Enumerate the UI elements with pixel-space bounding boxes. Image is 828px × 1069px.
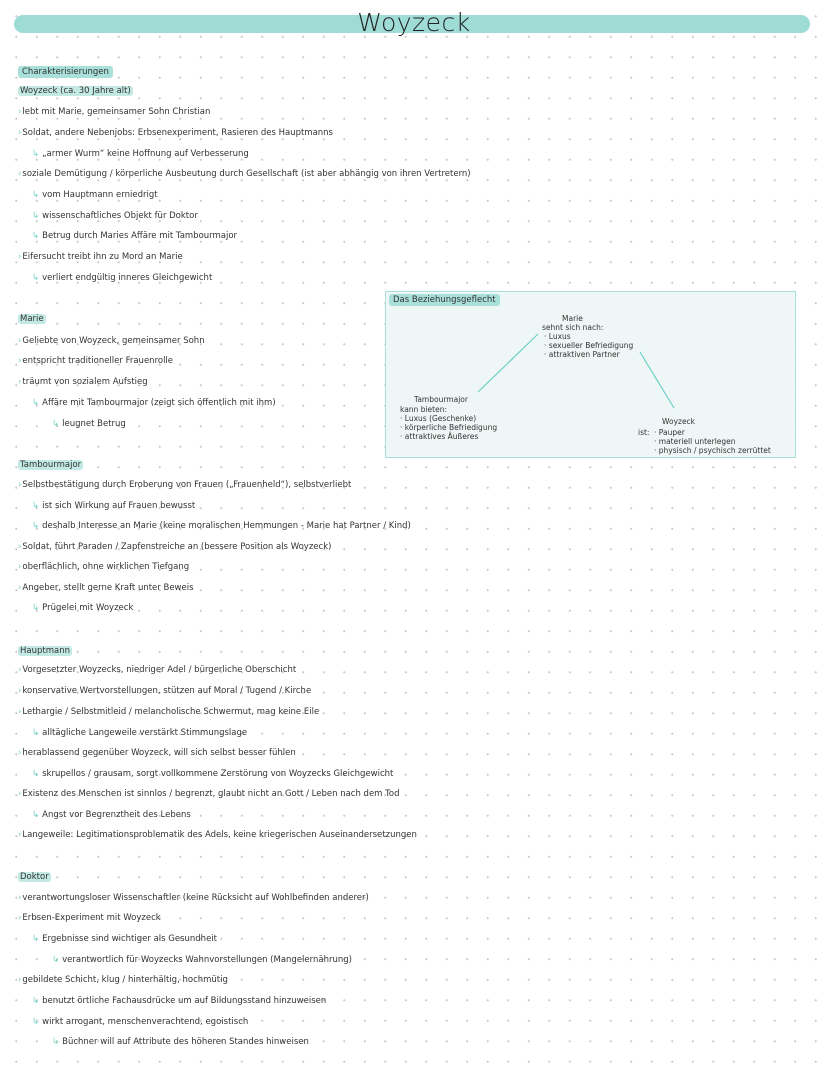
diagram-marie-item-3: · attraktiven Partner	[544, 350, 620, 359]
woyzeck-line-8: ›Eifersucht treibt ihn zu Mord an Marie	[18, 252, 183, 262]
hauptmann-line-1: ›Vorgesetzter Woyzecks, niedriger Adel / bürgerliche Oberschicht	[18, 665, 297, 675]
tambour-line-6: ›Angeber, stellt gerne Kraft unter Beweis	[18, 583, 194, 593]
doktor-line-6: ↳ benutzt örtliche Fachausdrücke um auf Bildungsstand hinzuweisen	[32, 996, 327, 1006]
relationship-diagram	[385, 291, 796, 458]
doktor-line-2: ›Erbsen-Experiment mit Woyzeck	[18, 913, 161, 923]
diagram-tambour-item-3: · attraktives Äußeres	[400, 432, 479, 441]
doktor-line-7: ↳ wirkt arrogant, menschenverachtend, egoistisch	[32, 1017, 249, 1027]
hauptmann-line-3: ›Lethargie / Selbstmitleid / melancholische Schwermut, mag keine Eile	[18, 707, 320, 717]
doktor-heading: Doktor	[20, 872, 49, 882]
diagram-woyzeck-intro: ist:	[638, 428, 650, 437]
diagram-marie-name: Marie	[562, 314, 583, 323]
marie-heading: Marie	[20, 314, 44, 324]
woyzeck-line-6: ↳ wissenschaftliches Objekt für Doktor	[32, 211, 198, 221]
diagram-tambour-name: Tambourmajor	[414, 395, 468, 404]
tambour-heading: Tambourmajor	[20, 460, 82, 470]
diagram-woyzeck-item-3: · physisch / psychisch zerrüttet	[654, 446, 771, 455]
marie-line-1: ›Geliebte von Woyzeck, gemeinsamer Sohn	[18, 336, 205, 346]
doktor-line-3: ↳ Ergebnisse sind wichtiger als Gesundheit	[32, 934, 217, 944]
diagram-woyzeck-item-1: · Pauper	[654, 428, 685, 437]
woyzeck-line-9: ↳ verliert endgültig inneres Gleichgewicht	[32, 273, 213, 283]
section-tag-charakterisierungen: Charakterisierungen	[18, 66, 113, 78]
hauptmann-line-4: ↳ alltägliche Langeweile verstärkt Stimmungslage	[32, 728, 248, 738]
diagram-title: Das Beziehungsgeflecht	[389, 294, 500, 306]
hauptmann-line-8: ↳ Angst vor Begrenztheit des Lebens	[32, 810, 191, 820]
marie-line-4: ↳ Affäre mit Tambourmajor (zeigt sich öffentlich mit ihm)	[32, 398, 276, 408]
tambour-line-5: ›oberflächlich, ohne wirklichen Tiefgang	[18, 562, 190, 572]
tambour-line-1: ›Selbstbestätigung durch Eroberung von Frauen („Frauenheld“), selbstverliebt	[18, 480, 352, 490]
tambour-line-7: ↳ Prügelei mit Woyzeck	[32, 603, 134, 613]
diagram-tambour-intro: kann bieten:	[400, 405, 447, 414]
marie-line-5: ↳ leugnet Betrug	[52, 419, 126, 429]
woyzeck-line-7: ↳ Betrug durch Maries Affäre mit Tambourmajor	[32, 231, 238, 241]
diagram-marie-intro: sehnt sich nach:	[542, 323, 604, 332]
woyzeck-line-5: ↳ vom Hauptmann erniedrigt	[32, 190, 158, 200]
diagram-tambour-item-2: · körperliche Befriedigung	[400, 423, 498, 432]
marie-line-3: ›träumt von sozialem Aufstieg	[18, 377, 148, 387]
diagram-tambour-item-1: · Luxus (Geschenke)	[400, 414, 477, 423]
diagram-woyzeck-item-2: · materiell unterlegen	[654, 437, 736, 446]
connector-marie-woyzeck	[640, 352, 674, 408]
connector-marie-tambour	[478, 334, 538, 392]
hauptmann-line-5: ›herablassend gegenüber Woyzeck, will sich selbst besser fühlen	[18, 748, 296, 758]
woyzeck-line-1: ›lebt mit Marie, gemeinsamer Sohn Christian	[18, 107, 211, 117]
woyzeck-line-3: ↳ „armer Wurm“ keine Hoffnung auf Verbesserung	[32, 149, 249, 159]
hauptmann-heading: Hauptmann	[20, 646, 70, 656]
diagram-marie-item-2: · sexueller Befriedigung	[544, 341, 634, 350]
page-title: Woyzeck	[357, 8, 471, 37]
woyzeck-line-2: ›Soldat, andere Nebenjobs: Erbsenexperiment, Rasieren des Hauptmanns	[18, 128, 333, 138]
woyzeck-heading: Woyzeck (ca. 30 Jahre alt)	[20, 86, 131, 96]
diagram-marie-item-1: · Luxus	[544, 332, 571, 341]
doktor-line-5: ›gebildete Schicht, klug / hinterhältig, hochmütig	[18, 975, 228, 985]
hauptmann-line-2: ›konservative Wertvorstellungen, stützen auf Moral / Tugend / Kirche	[18, 686, 312, 696]
hauptmann-line-7: ›Existenz des Menschen ist sinnlos / begrenzt, glaubt nicht an Gott / Leben nach dem Tod	[18, 789, 400, 799]
hauptmann-line-6: ↳ skrupellos / grausam, sorgt vollkommene Zerstörung von Woyzecks Gleichgewicht	[32, 769, 394, 779]
tambour-line-2: ↳ ist sich Wirkung auf Frauen bewusst	[32, 501, 196, 511]
tambour-line-4: ›Soldat, führt Paraden / Zapfenstreiche an (bessere Position als Woyzeck)	[18, 542, 332, 552]
doktor-line-8: ↳ Büchner will auf Attribute des höheren Standes hinweisen	[52, 1037, 309, 1047]
marie-line-2: ›entspricht traditioneller Frauenrolle	[18, 356, 174, 366]
hauptmann-line-9: ›Langeweile: Legitimationsproblematik des Adels, keine kriegerischen Auseinandersetzungen	[18, 830, 417, 840]
woyzeck-line-4: ›soziale Demütigung / körperliche Ausbeutung durch Gesellschaft (ist aber abhängig von ihren Vertretern)	[18, 169, 471, 179]
diagram-woyzeck-name: Woyzeck	[662, 417, 696, 426]
doktor-line-4: ↳ verantwortlich für Woyzecks Wahnvorstellungen (Mangelernährung)	[52, 955, 352, 965]
tambour-line-3: ↳ deshalb Interesse an Marie (keine moralischen Hemmungen - Marie hat Partner / Kind)	[32, 521, 411, 531]
doktor-line-1: ›verantwortungsloser Wissenschaftler (keine Rücksicht auf Wohlbefinden anderer)	[18, 893, 369, 903]
